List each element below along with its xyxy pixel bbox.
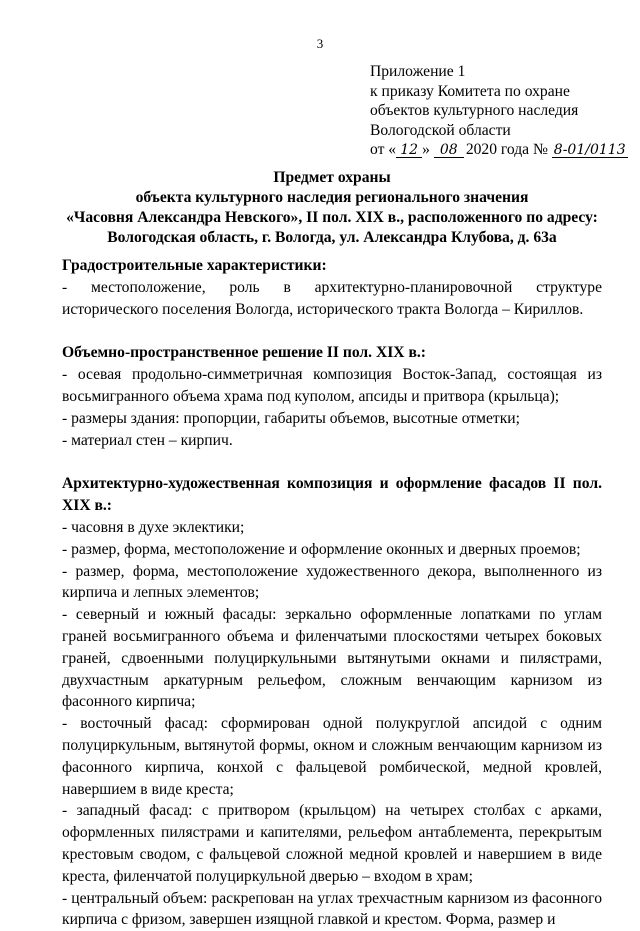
handwritten-month: 08 [434,143,464,158]
handwritten-order-number: 8-01/0113 [553,142,626,158]
section-item: - материал стен – кирпич. [62,431,233,449]
year-text: 2020 года № [465,141,548,158]
title-line-2: объекта культурного наследия регионального значения [135,189,529,206]
section-item: - размеры здания: пропорции, габариты объемов, высотные отметки; [62,409,520,427]
appendix-date-line [370,140,628,160]
section-heading: Градостроительные характеристики: [62,257,327,274]
document-body [62,255,602,931]
date-prefix: от « [370,141,397,158]
section-heading: Архитектурно-художественная композиция и оформление фасадов II пол. XIX в.: [62,475,602,515]
title-line-1: Предмет охраны [273,169,391,186]
section-item: - местоположение, роль в архитектурно-планировочной структуре исторического поселения Вологда, исторического тракта Вологда – Кириллов. [62,278,602,318]
appendix-region-line: Вологодской области [370,121,511,139]
section-item: - часовня в духе эклектики; [62,518,245,536]
title-line-3: «Часовня Александра Невского», II пол. XIX в., расположенного по адресу: [66,209,598,226]
appendix-order-line: к приказу Комитета по охране [370,82,570,100]
section-item: - размер, форма, местоположение и оформление оконных и дверных проемов; [62,540,581,558]
section-heading: Объемно-пространственное решение II пол. XIX в.: [62,344,426,362]
section-item: - западный фасад: с притвором (крыльцом) на четырех столбах с арками, оформленных пилястрами и капителями, рельефом антаблемента, перекрытым крестовым сводом, с фальцевой сложной медной кровлей и навершием в виде креста, филенчатой полуциркульной дверью – входом в храм; [62,802,602,885]
date-mid: » [422,141,430,158]
title-line-4: Вологодская область, г. Вологда, ул. Александра Клубова, д. 63а [107,229,557,246]
section-item: - осевая продольно-симметричная композиция Восток-Запад, состоящая из восьмигранного объема храма под куполом, апсиды и притвора (крыльца); [62,366,602,405]
appendix-title: Приложение 1 [370,63,466,80]
appendix-committee-line: объектов культурного наследия [370,102,579,119]
document-title [56,168,608,248]
section-item: - центральный объем: раскрепован на углах трехчастным карнизом из фасонного кирпича с фризом, завершен изящной главкой и крестом. Форма, размер и [62,889,602,929]
section-item: - восточный фасад: сформирован одной полукруглой апсидой с одним полуциркульным, вытянутой формы, окном и сложным венчающим карнизом из фасонного кирпича, конхой с фальцевой ромбической, медной кровлей, навершием в виде креста; [62,715,602,798]
section-item: - северный и южный фасады: зеркально оформленные лопатками по углам граней восьмигранного объема и филенчатыми плоскостями четырех боковых граней, сдвоенными полуциркульными вытянутыми окнами и пилястрами, двухчастным аркатурным рельефом, сложным венчающим карнизом из фасонного кирпича; [62,606,602,711]
page-number: 3 [316,36,324,51]
section-item: - размер, форма, местоположение художественного декора, выполненного из кирпича и лепных элементов; [62,562,602,602]
handwritten-day: 12 [396,143,422,158]
appendix-block [370,62,628,160]
